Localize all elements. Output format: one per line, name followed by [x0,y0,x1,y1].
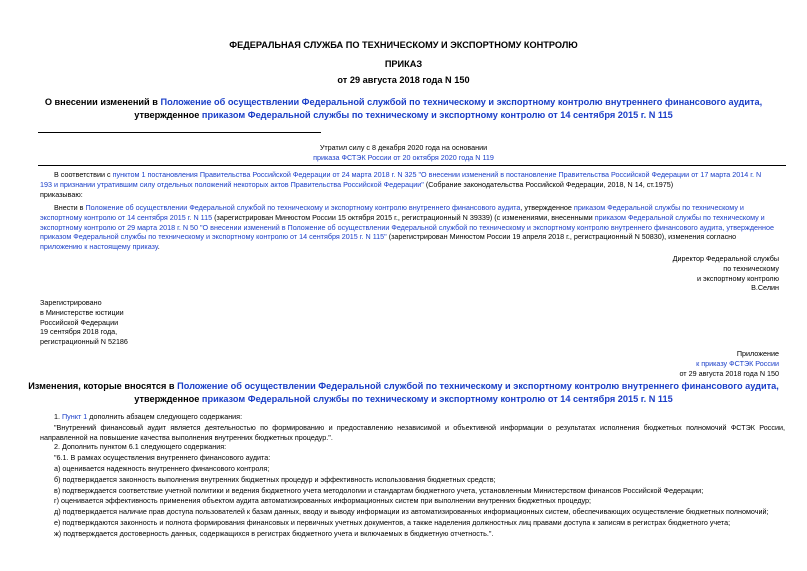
clause-link-order-50-cont[interactable]: экспортному контролю от 29 марта 2018 г. N 50 "О внесении изменений в Положение об осуществлении Федеральной службой по техническому и экспортному контролю внутреннего финансового аудита, утвержденное [40,222,774,232]
separator-line-full [38,165,786,166]
repeal-note-line1: Утратил силу с 8 декабря 2020 года на основании [319,143,488,152]
clause-line-4: приказом Федеральной службы по техническому и экспортному контролю от 14 сентября 2015 г. N 115" (зарегистрирован Минюстом России 19 апреля 2018 г., регистрационный N 50830), изменения согласно [40,232,737,242]
document-date-number: от 29 августа 2018 года N 150 [337,75,470,85]
preamble-link-decree-cont[interactable]: 193 и признании утратившим силу отдельных положений некоторых актов Правительства Российской Федерации" [40,179,424,189]
signatory-name: В.Селин [751,283,779,293]
document-title [20,96,787,122]
subitem-d: д) подтверждается наличие прав доступа пользователей к базам данных, вводу и выводу информации из автоматизированных информационных систем, обеспечивающих осуществление бюджетных полномочий; [54,507,769,517]
changes-title-link-order[interactable]: приказом Федеральной службы по техническому и экспортному контролю от 14 сентября 2015 г. N 115 [201,394,673,404]
clause-link-order-50-end[interactable]: приказом Федеральной службы по техническому и экспортному контролю от 14 сентября 2015 г. N 115" [40,232,387,242]
change-item-2: 2. Дополнить пунктом 6.1 следующего содержания: [54,442,227,452]
registration-block: Зарегистрировано в Министерстве юстиции Российской Федерации 19 сентября 2018 года, регистрационный N 52186 [40,298,128,347]
clause-line-3 [40,223,785,233]
agency-name: ФЕДЕРАЛЬНАЯ СЛУЖБА ПО ТЕХНИЧЕСКОМУ И ЭКСПОРТНОМУ КОНТРОЛЮ [229,40,578,50]
repeal-note-link[interactable]: приказа ФСТЭК России от 20 октября 2020 года N 119 [313,153,494,162]
changes-title: Изменения, которые вносятся в Положение об осуществлении Федеральной службой по техническому и экспортному контролю внутреннего финансового аудита, утвержденное приказом Федеральной службы по техническому и экспортному контролю от 14 сентября 2015 г. N 115 [28,381,779,404]
change-quote-1: "Внутренний финансовый аудит является деятельностью по формированию и предоставлению независимой и объективной информации о результатах исполнения бюджетных полномочий ФСТЭК России, направленной на повышение качества выполнения внутренних бюджетных процедур.". [40,422,785,442]
clause-line-5: приложению к настоящему приказу. [40,242,160,252]
document-type: ПРИКАЗ [384,59,423,69]
change-item-1: 1. Пункт 1 дополнить абзацем следующего содержания: [54,412,243,421]
preamble-link-decree[interactable]: пунктом 1 постановления Правительства Российской Федерации от 24 марта 2018 г. N 325 "О внесении изменений в постановление Правительства Российской Федерации от 17 марта 2014 г. N [112,170,762,179]
subitem-e: е) подтверждаются законность и полнота формирования финансовых и первичных учетных документов, а также наделения должностных лиц правами доступа к записям в регистрах бюджетного учета; [54,517,731,527]
subitem-b: б) подтверждается законность выполнения внутренних бюджетных процедур и эффективность использования бюджетных средств; [54,474,496,484]
title-link-regulation[interactable]: Положение об осуществлении Федеральной службой по техническому и экспортному контролю внутреннего финансового аудита, [160,97,763,107]
changes-title-link-regulation[interactable]: Положение об осуществлении Федеральной службой по техническому и экспортному контролю внутреннего финансового аудита, [177,381,779,391]
change-quote-6-1: "6.1. В рамках осуществления внутреннего финансового аудита: [54,453,271,463]
clause-link-appendix[interactable]: приложению к настоящему приказу [40,242,158,252]
title-link-order[interactable]: приказом Федеральной службы по техническому и экспортному контролю от 14 сентября 2015 г. N 115 [201,110,673,120]
subitem-v: в) подтверждается соответствие учетной политики и ведения бюджетного учета методологии и стандартам бюджетного учета, установленным Министерством финансов Российской Федерации; [54,485,704,495]
changes-body [40,412,785,539]
change-link-item-1[interactable]: Пункт 1 [62,412,88,421]
separator-line [38,132,321,133]
subitem-g: г) оценивается эффективность применения объектом аудита автоматизированных информационных систем при выполнении внутренних бюджетных процедур; [54,496,592,506]
clause-paragraph [40,203,785,252]
clause-line-1: Внести в Положение об осуществлении Федеральной службой по техническому и экспортному контролю внутреннего финансового аудита, утвержденное приказом Федеральной службы по техническому и [54,203,744,212]
clause-link-order-50[interactable]: приказом Федеральной службы по техническому и [594,212,765,222]
preamble-line-2: 193 и признании утратившим силу отдельных положений некоторых актов Правительства Российской Федерации" (Собрание законодательства Российской Федерации, 2018, N 14, ст.1975) [40,179,674,189]
appendix-reference: Приложение к приказу ФСТЭК России от 29 августа 2018 года N 150 [679,349,779,378]
clause-line-2: экспортному контролю от 14 сентября 2015 г. N 115 (зарегистрирован Минюстом России 15 октября 2015 г., регистрационный N 39339) (с изменениями, внесенными приказом Федеральной службы по техническому и [40,212,765,222]
subitem-zh: ж) подтверждается достоверность данных, содержащихся в регистрах бюджетного учета и включаемых в бюджетную отчетность.". [54,528,494,538]
signature-block: Директор Федеральной службы по техническому и экспортному контролю В.Селин [672,254,779,293]
appendix-link-order[interactable]: к приказу ФСТЭК России [696,358,779,368]
title-mid: утвержденное [134,110,202,120]
title-prefix: О внесении изменений в [44,97,161,107]
order-word: приказываю: [40,189,83,199]
preamble-line-1: В соответствии с пунктом 1 постановления Правительства Российской Федерации от 24 марта 2018 г. N 325 "О внесении изменений в постановление Правительства Российской Федерации от 17 марта 2014 г. N [54,170,762,179]
subitem-a: а) оценивается надежность внутреннего финансового контроля; [54,463,270,473]
clause-link-regulation[interactable]: Положение об осуществлении Федеральной службой по техническому и экспортному контролю внутреннего финансового аудита [85,203,521,212]
preamble-paragraph [40,170,785,199]
clause-link-order-115-cont[interactable]: экспортному контролю от 14 сентября 2015 г. N 115 [40,212,213,222]
clause-link-order-115[interactable]: приказом Федеральной службы по техническому и [573,203,744,212]
